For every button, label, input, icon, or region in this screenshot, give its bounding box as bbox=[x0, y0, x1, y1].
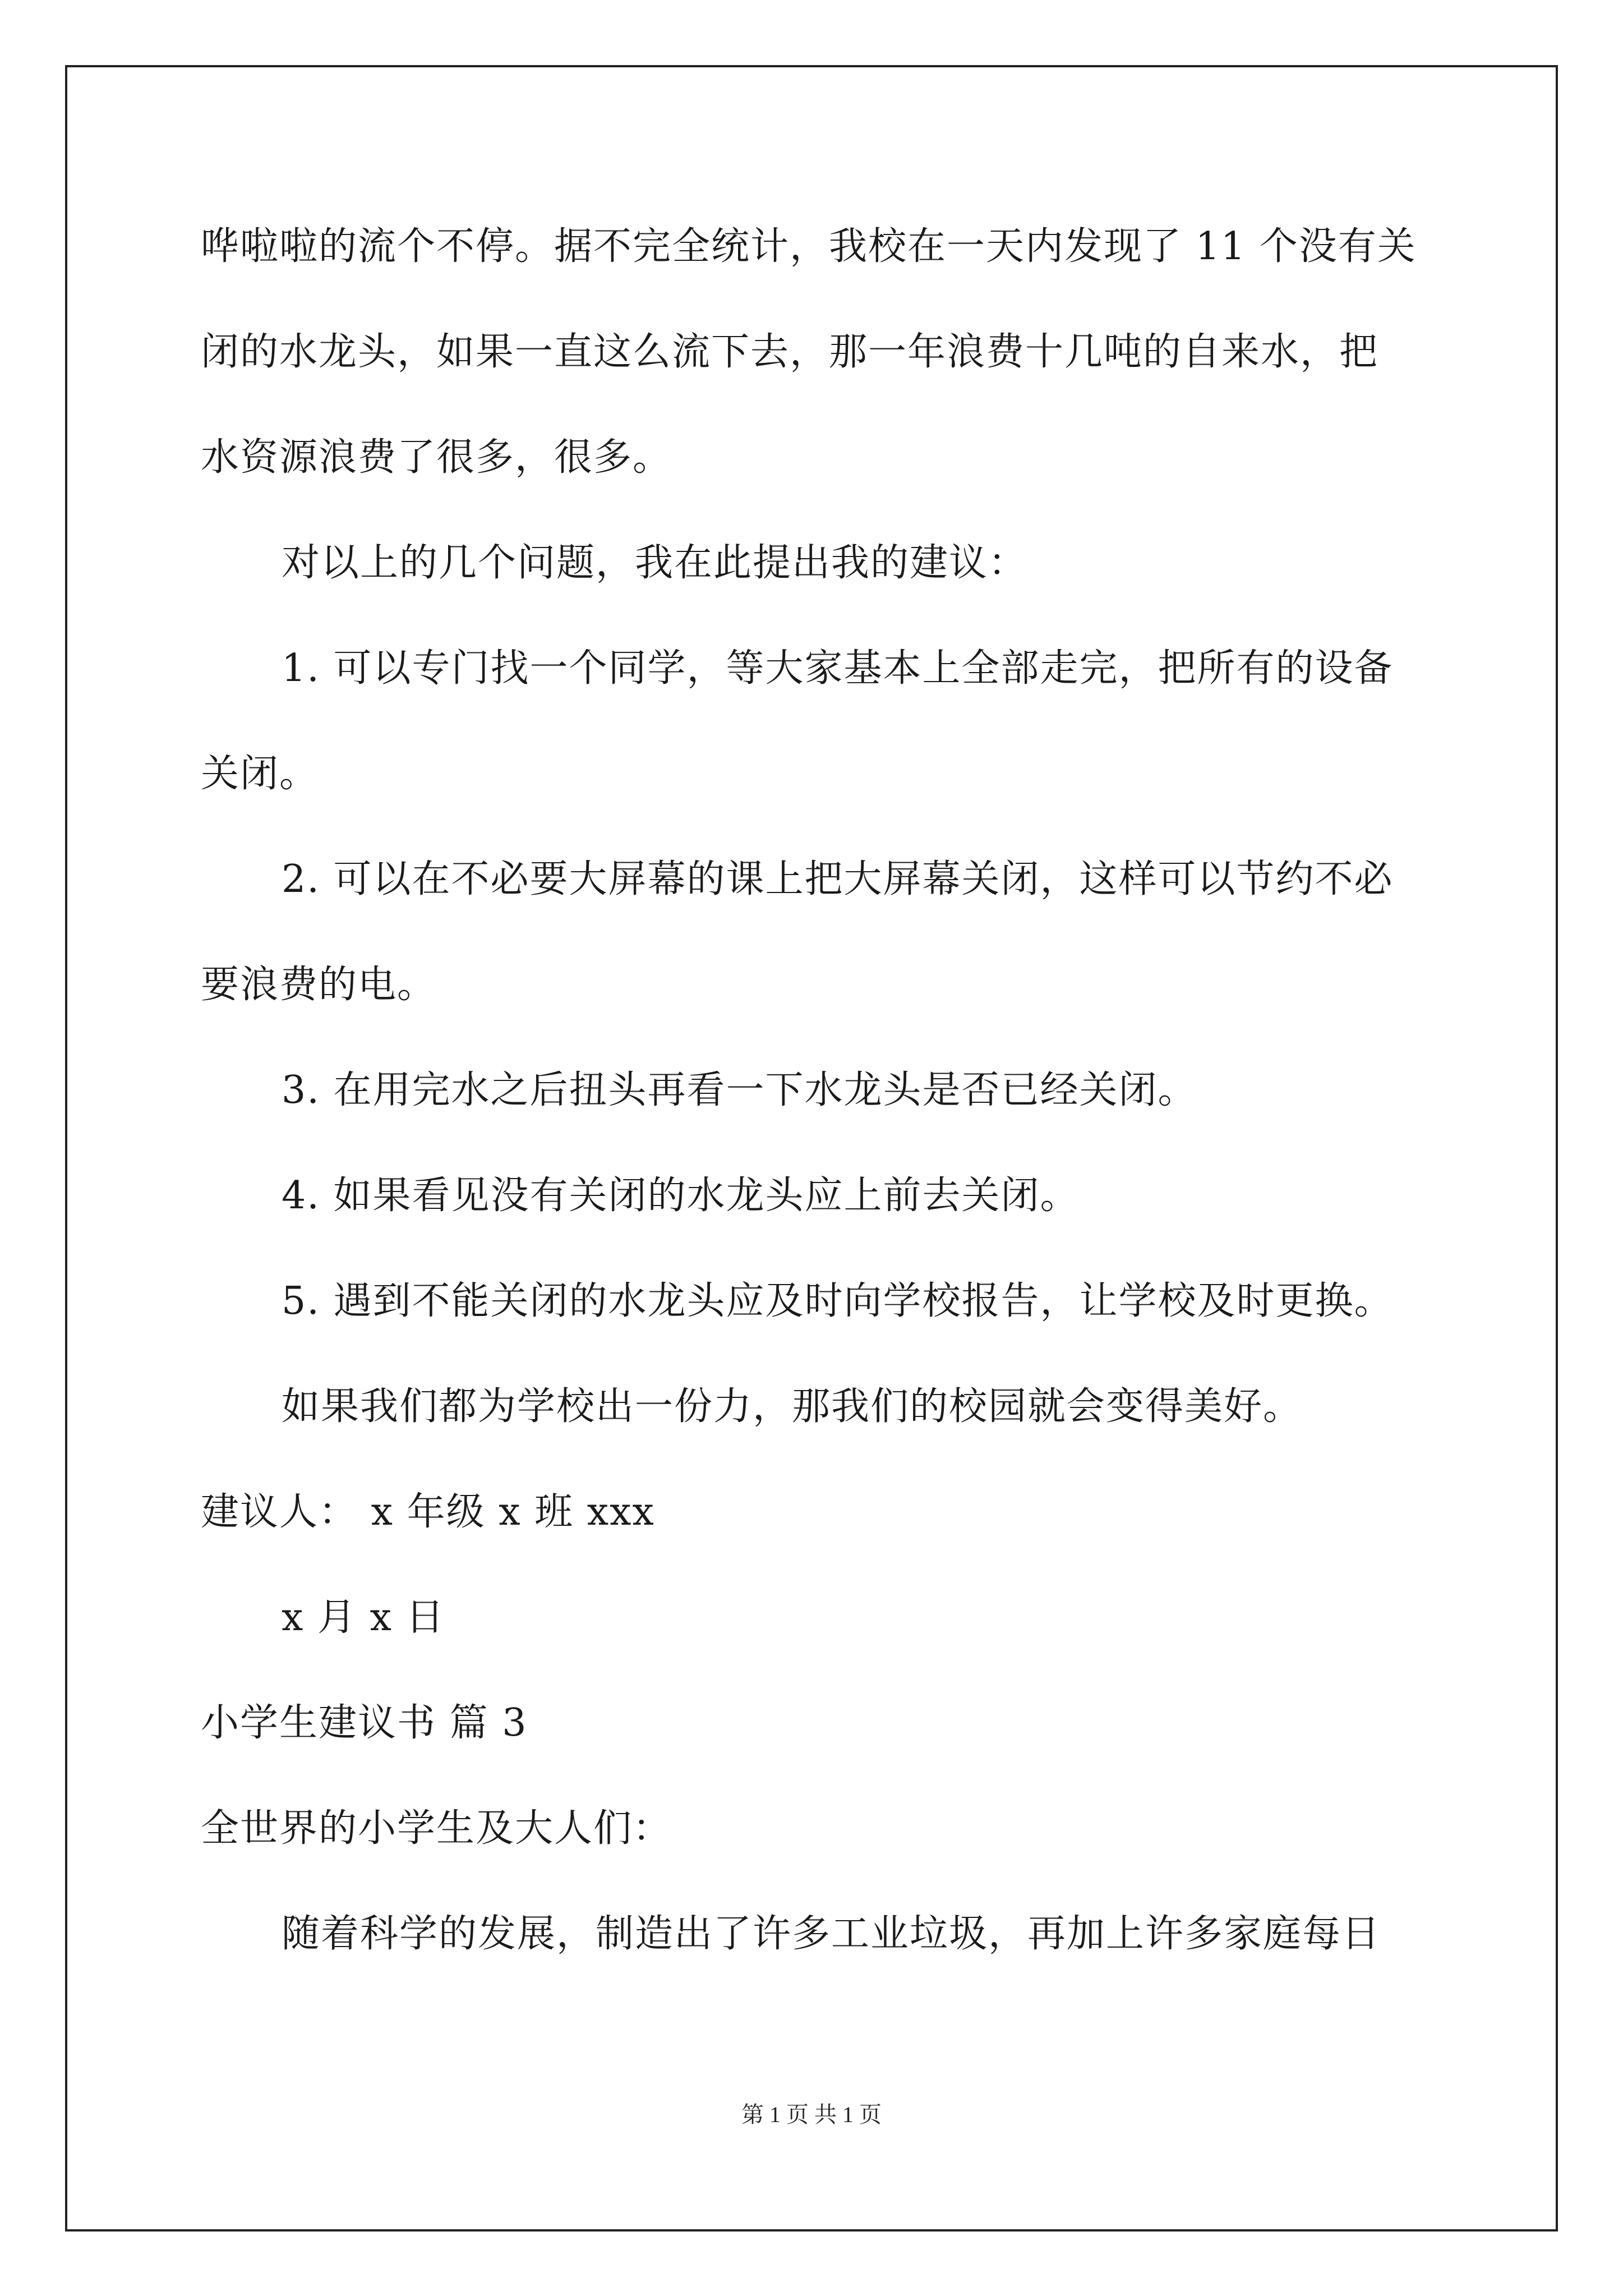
signature-line: 建议人： x 年级 x 班 xxx bbox=[201, 1490, 655, 1534]
body-line: 随着科学的发展，制造出了许多工业垃圾，再加上许多家庭每日 bbox=[282, 1912, 1381, 1956]
page-border bbox=[65, 65, 1558, 2231]
date-line: x 月 x 日 bbox=[282, 1595, 445, 1640]
body-line: 关闭。 bbox=[201, 752, 319, 796]
list-item: 3. 在用完水之后扭头再看一下水龙头是否已经关闭。 bbox=[282, 1068, 1197, 1112]
list-item: 4. 如果看见没有关闭的水龙头应上前去关闭。 bbox=[282, 1174, 1080, 1218]
salutation: 全世界的小学生及大人们： bbox=[201, 1806, 672, 1851]
body-line: 如果我们都为学校出一份力，那我们的校园就会变得美好。 bbox=[282, 1384, 1303, 1429]
body-line: 哗啦啦的流个不停。据不完全统计，我校在一天内发现了 11 个没有关 bbox=[201, 224, 1417, 269]
body-line: 要浪费的电。 bbox=[201, 963, 437, 1007]
body-line: 闭的水龙头，如果一直这么流下去，那一年浪费十几吨的自来水，把 bbox=[201, 330, 1379, 374]
list-item: 2. 可以在不必要大屏幕的课上把大屏幕关闭，这样可以节约不必 bbox=[282, 857, 1394, 901]
list-item: 5. 遇到不能关闭的水龙头应及时向学校报告，让学校及时更换。 bbox=[282, 1279, 1394, 1323]
section-title: 小学生建议书 篇 3 bbox=[201, 1701, 528, 1745]
body-line: 水资源浪费了很多，很多。 bbox=[201, 435, 672, 480]
list-item: 1. 可以专门找一个同学，等大家基本上全部走完，把所有的设备 bbox=[282, 646, 1394, 691]
page-footer: 第 1 页 共 1 页 bbox=[741, 2102, 882, 2127]
body-line: 对以上的几个问题，我在此提出我的建议： bbox=[282, 541, 1028, 585]
